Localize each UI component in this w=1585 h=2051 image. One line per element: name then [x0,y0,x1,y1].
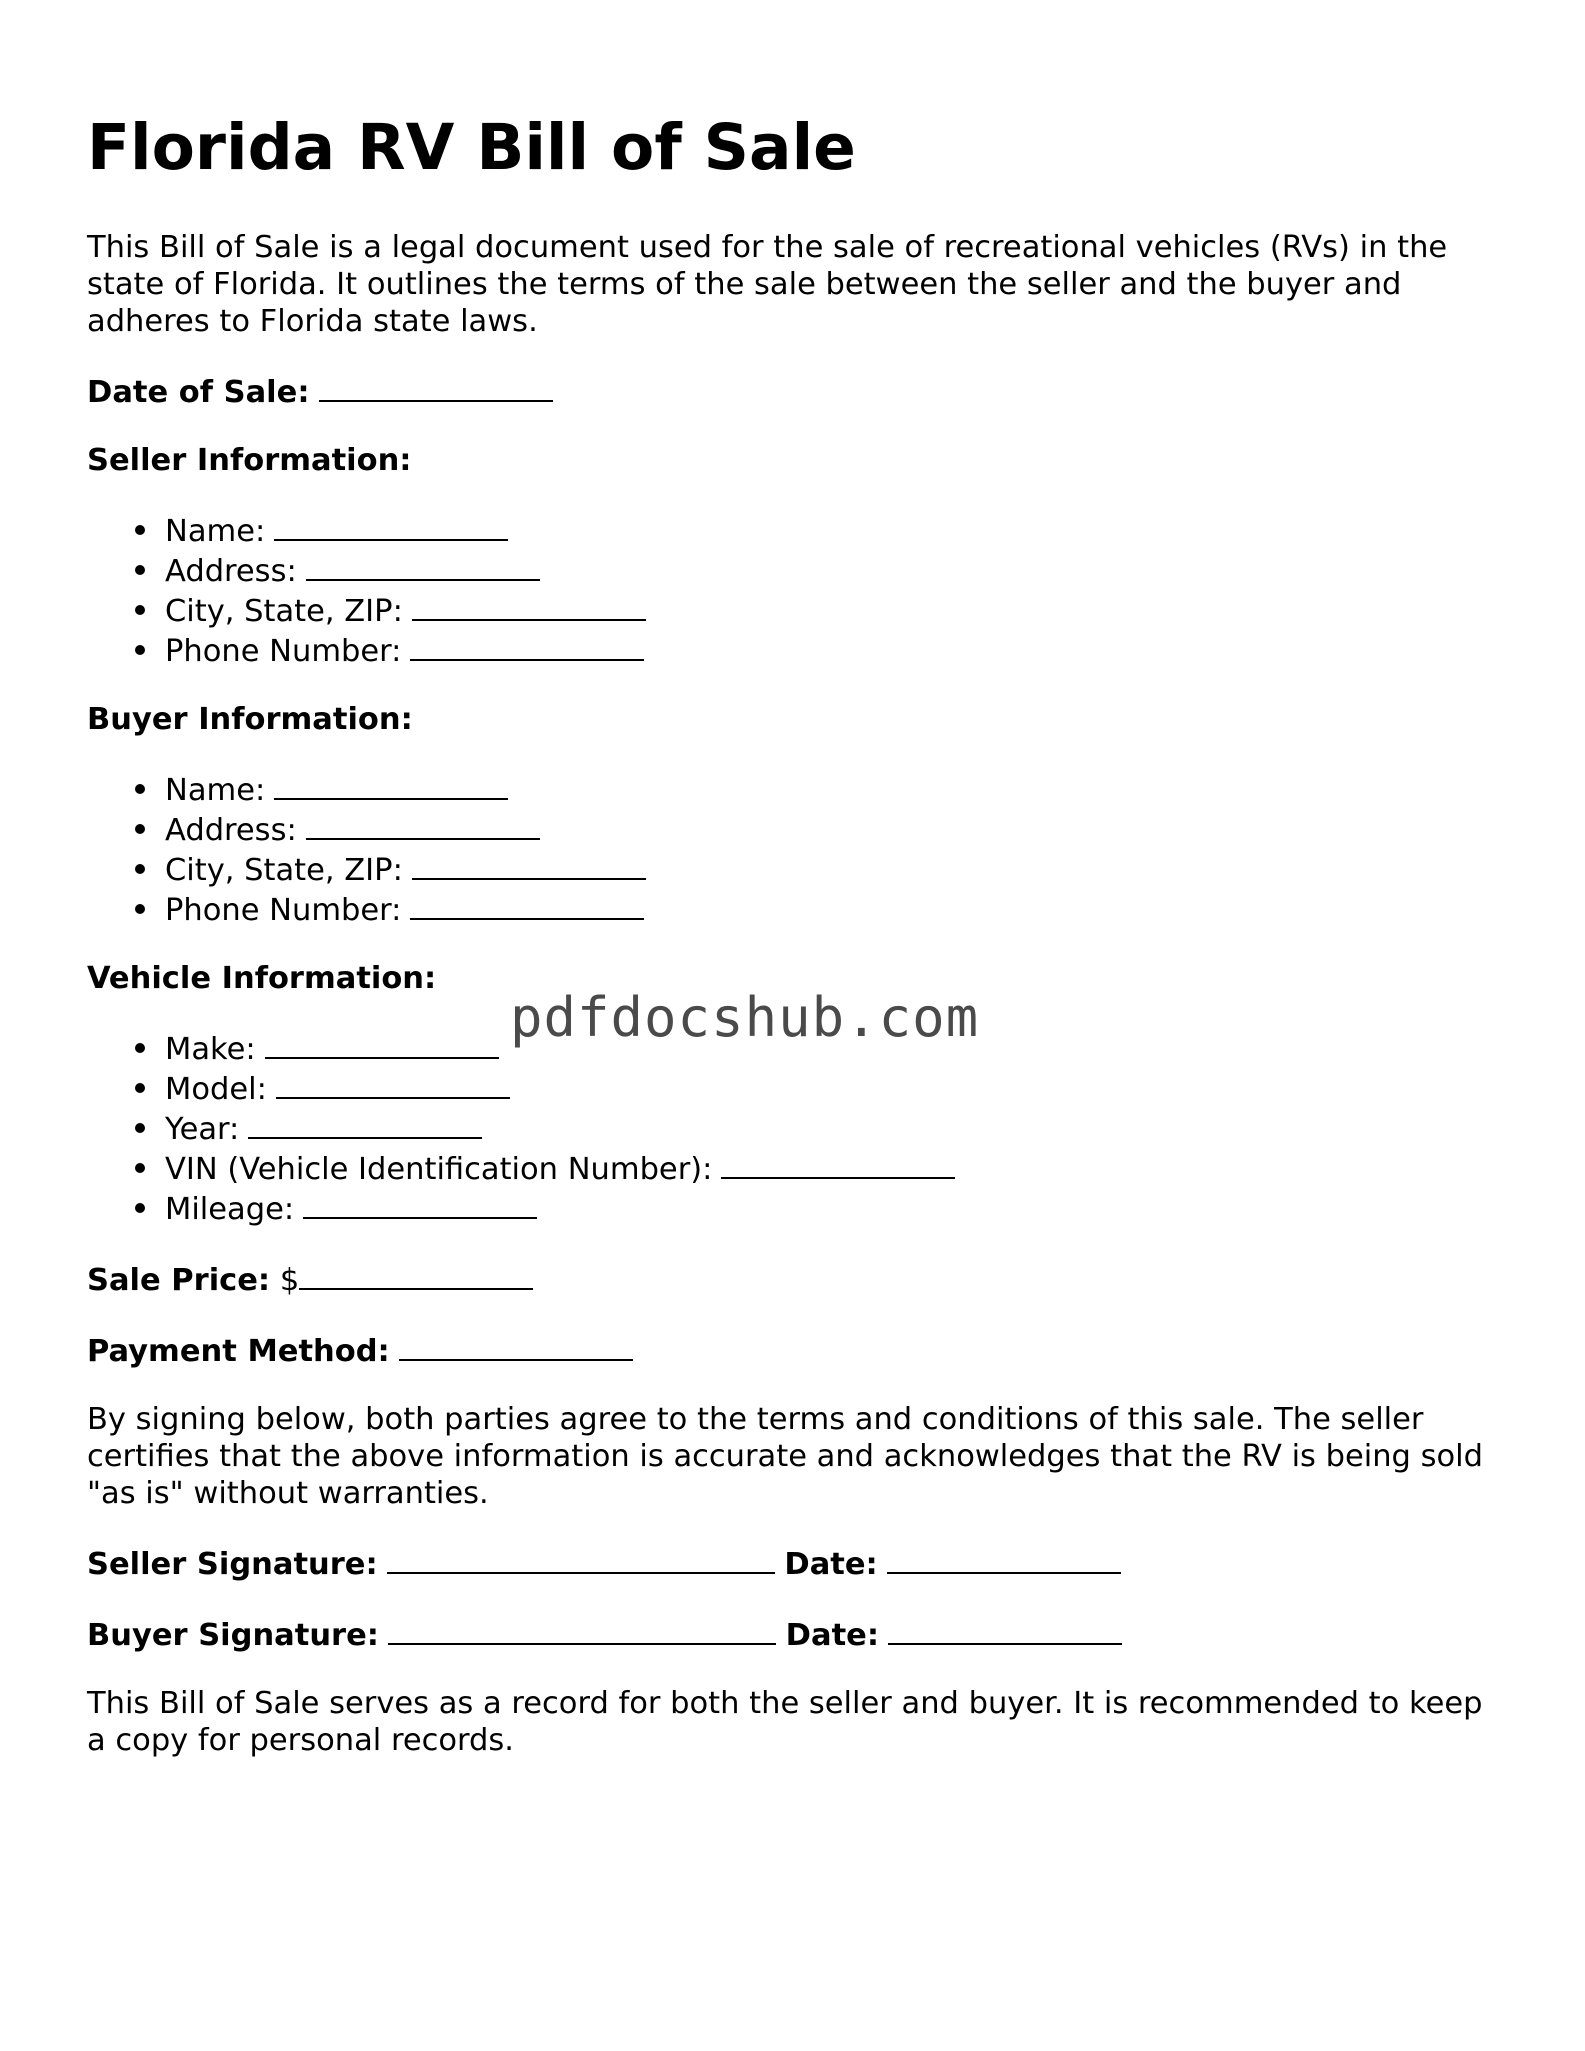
buyer-fields-list [87,769,1497,929]
seller-phone-blank[interactable] [410,630,644,661]
intro-paragraph: This Bill of Sale is a legal document used for the sale of recreational vehicles (RVs) in the state of Florida. It outlines the terms of the sale between the seller and the buyer and adheres to Florida state laws. [87,230,1448,339]
list-item [165,510,1497,550]
buyer-signature-line [87,1614,1497,1654]
vehicle-model-label: Model: [165,1072,267,1107]
watermark-text: pdfdocshub.com [510,986,980,1049]
payment-method-line [87,1330,1497,1370]
buyer-phone-label: Phone Number: [165,893,402,928]
vehicle-make-blank[interactable] [265,1028,499,1059]
buyer-city-state-zip-blank[interactable] [412,849,646,880]
sale-price-label: Sale Price: [87,1263,271,1298]
payment-method-label: Payment Method: [87,1334,390,1369]
buyer-name-blank[interactable] [274,769,508,800]
seller-date-label: Date: [784,1547,878,1582]
seller-address-blank[interactable] [306,550,540,581]
list-item [165,1148,1497,1188]
buyer-signature-label: Buyer Signature: [87,1618,379,1653]
seller-city-state-zip-label: City, State, ZIP: [165,594,403,629]
vehicle-information-heading: Vehicle Information: [87,961,437,996]
vehicle-fields-list [87,1028,1497,1228]
list-item [165,630,1497,670]
seller-address-label: Address: [165,554,297,589]
date-of-sale-blank[interactable] [319,371,553,402]
list-item [165,769,1497,809]
buyer-signature-blank[interactable] [388,1614,776,1645]
currency-symbol: $ [279,1263,300,1298]
buyer-information-heading: Buyer Information: [87,702,413,737]
seller-fields-list [87,510,1497,670]
vehicle-model-blank[interactable] [276,1068,510,1099]
list-item [165,809,1497,849]
vehicle-vin-blank[interactable] [721,1148,955,1179]
seller-date-blank[interactable] [887,1543,1121,1574]
seller-signature-blank[interactable] [387,1543,775,1574]
closing-paragraph: This Bill of Sale serves as a record for both the seller and buyer. It is recommended to keep a copy for personal records. [87,1686,1483,1758]
vehicle-year-label: Year: [165,1112,240,1147]
buyer-date-blank[interactable] [888,1614,1122,1645]
list-item [165,590,1497,630]
agreement-paragraph: By signing below, both parties agree to the terms and conditions of this sale. The seller certifies that the above information is accurate and acknowledges that the RV is being sold "as is" without warranties. [87,1402,1484,1511]
seller-signature-label: Seller Signature: [87,1547,378,1582]
sale-price-blank[interactable] [299,1259,533,1290]
seller-phone-label: Phone Number: [165,634,402,669]
list-item [165,1108,1497,1148]
vehicle-year-blank[interactable] [248,1108,482,1139]
list-item [165,1188,1497,1228]
buyer-phone-blank[interactable] [410,889,644,920]
vehicle-mileage-blank[interactable] [303,1188,537,1219]
vehicle-vin-label: VIN (Vehicle Identification Number): [165,1152,713,1187]
vehicle-mileage-label: Mileage: [165,1192,295,1227]
list-item [165,1068,1497,1108]
list-item [165,889,1497,929]
seller-name-blank[interactable] [274,510,508,541]
payment-method-blank[interactable] [399,1330,633,1361]
seller-city-state-zip-blank[interactable] [412,590,646,621]
buyer-name-label: Name: [165,773,266,808]
list-item [165,550,1497,590]
buyer-city-state-zip-label: City, State, ZIP: [165,853,403,888]
document-title: Florida RV Bill of Sale [87,111,856,184]
list-item [165,849,1497,889]
seller-information-heading: Seller Information: [87,443,412,478]
buyer-address-blank[interactable] [306,809,540,840]
date-of-sale-line [87,371,1497,411]
buyer-date-label: Date: [785,1618,880,1653]
vehicle-make-label: Make: [165,1032,256,1067]
seller-name-label: Name: [165,514,266,549]
sale-price-line [87,1259,1497,1299]
buyer-address-label: Address: [165,813,297,848]
date-of-sale-label: Date of Sale: [87,375,310,410]
seller-signature-line [87,1543,1497,1583]
